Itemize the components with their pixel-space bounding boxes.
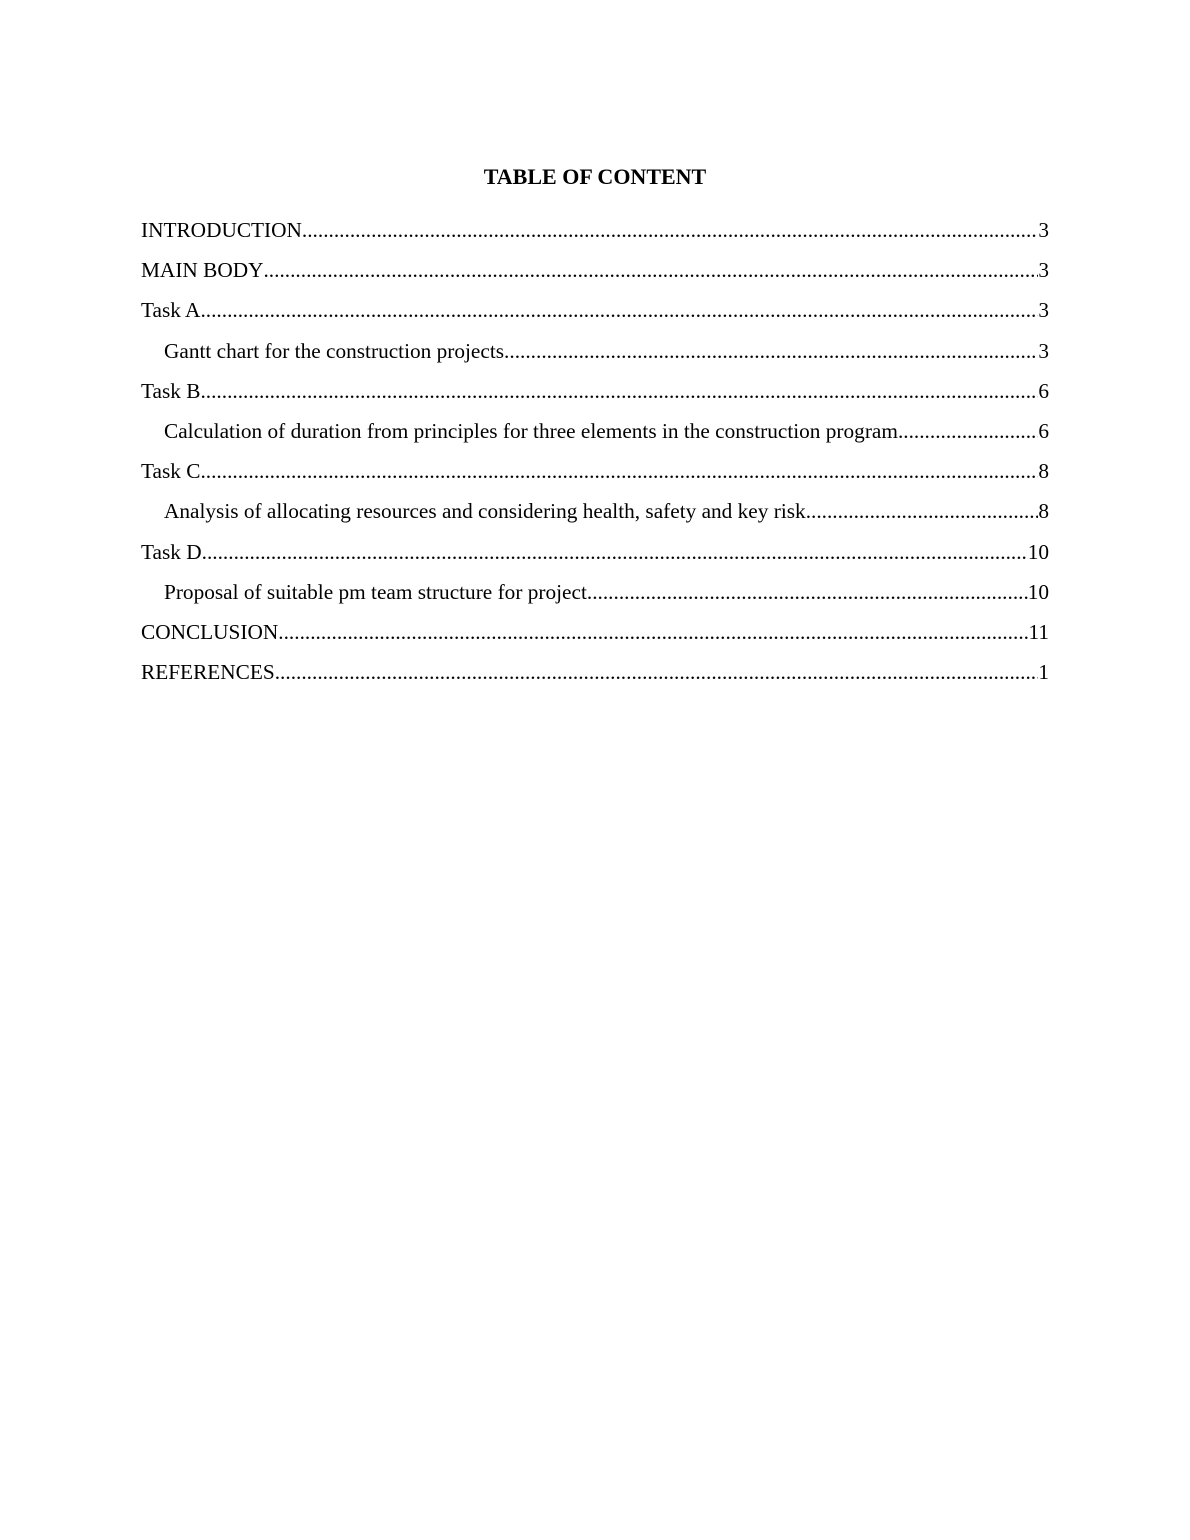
- toc-entry-page: 8: [1038, 499, 1049, 524]
- toc-entry-text: Task B: [141, 378, 201, 403]
- toc-dot-leader: [263, 255, 1038, 285]
- toc-entry-text: Task A: [141, 298, 201, 323]
- toc-entry-page: 8: [1038, 459, 1049, 484]
- toc-entry-page: 3: [1038, 258, 1049, 283]
- toc-entry-page: 3: [1038, 218, 1049, 242]
- toc-entry-task-c[interactable]: [141, 456, 1049, 496]
- toc-entry-page: 10: [1027, 539, 1049, 564]
- toc-dot-leader: [806, 496, 1039, 526]
- table-of-contents: [141, 215, 1049, 697]
- toc-entry-text: Task C: [141, 459, 201, 484]
- toc-dot-leader: [200, 456, 1038, 486]
- toc-entry-text: MAIN BODY: [141, 258, 264, 283]
- toc-entry-text: REFERENCES: [141, 660, 275, 685]
- toc-entry-page: 6: [1038, 378, 1049, 403]
- toc-dot-leader: [587, 577, 1028, 607]
- toc-dot-leader: [200, 376, 1038, 406]
- toc-entry-conclusion[interactable]: [141, 617, 1049, 657]
- toc-entry-text: Gantt chart for the construction projects: [164, 338, 505, 363]
- toc-entry-task-a[interactable]: [141, 295, 1049, 335]
- toc-entry-text: Proposal of suitable pm team structure for project: [164, 579, 587, 604]
- toc-entry-page: 11: [1028, 619, 1049, 644]
- toc-dot-leader: [898, 416, 1038, 446]
- toc-entry-page: 1: [1038, 660, 1049, 685]
- toc-entry-calculation-of-duration[interactable]: [141, 416, 1049, 456]
- toc-entry-text: CONCLUSION: [141, 619, 279, 644]
- toc-entry-page: 6: [1038, 418, 1049, 443]
- toc-dot-leader: [275, 657, 1039, 687]
- toc-entry-page: 3: [1038, 298, 1049, 323]
- toc-entry-text: Task D: [141, 539, 202, 564]
- toc-dot-leader: [200, 295, 1038, 325]
- toc-entry-introduction[interactable]: [141, 215, 1049, 255]
- toc-entry-analysis-of-resources[interactable]: [141, 496, 1049, 536]
- toc-entry-page: 10: [1027, 579, 1049, 604]
- toc-entry-text: INTRODUCTION: [141, 218, 302, 242]
- toc-entry-text: Calculation of duration from principles for three elements in the construction program: [164, 418, 898, 443]
- toc-entry-references[interactable]: [141, 657, 1049, 697]
- toc-entry-task-d[interactable]: [141, 537, 1049, 577]
- toc-dot-leader: [504, 336, 1038, 366]
- toc-title: TABLE OF CONTENT: [483, 164, 707, 189]
- toc-dot-leader: [278, 617, 1028, 647]
- toc-entry-proposal-pm-team[interactable]: [141, 577, 1049, 617]
- toc-entry-main-body[interactable]: [141, 255, 1049, 295]
- toc-entry-text: Analysis of allocating resources and considering health, safety and key risk: [164, 499, 806, 524]
- toc-entry-task-b[interactable]: [141, 376, 1049, 416]
- toc-entry-gantt-chart[interactable]: [141, 336, 1049, 376]
- toc-entry-page: 3: [1038, 338, 1049, 363]
- toc-dot-leader: [202, 537, 1028, 567]
- toc-dot-leader: [302, 215, 1038, 245]
